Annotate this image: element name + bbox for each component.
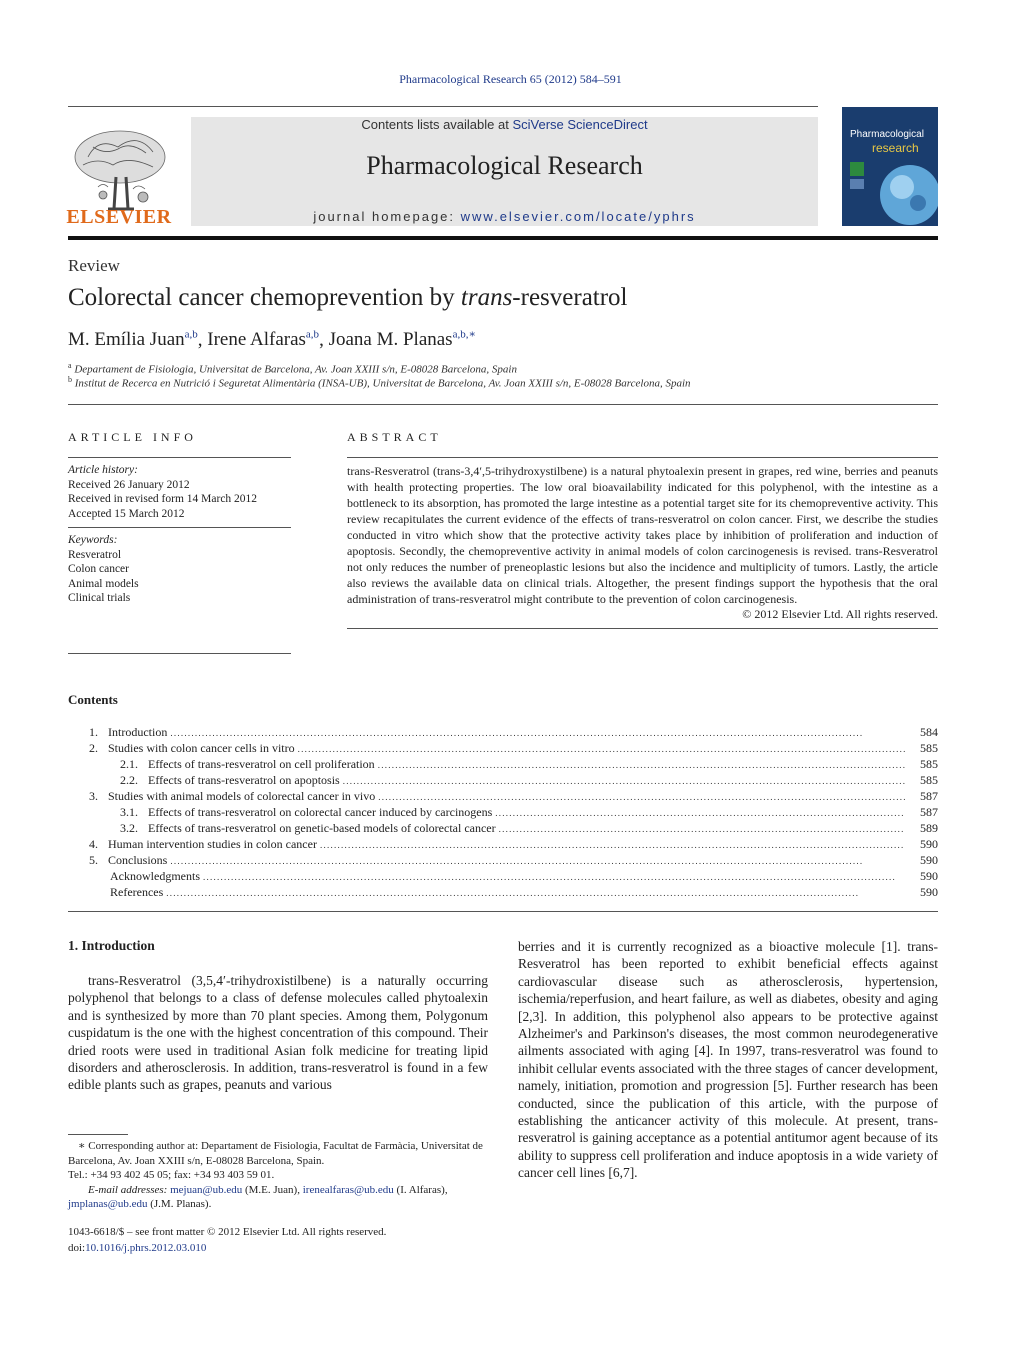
- doi-link[interactable]: 10.1016/j.phrs.2012.03.010: [85, 1241, 207, 1254]
- author[interactable]: M. Emília Juan$^{a,b}$: [68, 329, 198, 351]
- homepage-link[interactable]: www.elsevier.com/locate/yphrs: [460, 209, 696, 224]
- keyword: Clinical trials: [68, 592, 131, 604]
- intro-paragraph-1: trans-Resveratrol (3,5,4′-trihydroxistilbene) is a naturally occurring polyphenol that belongs to a class of defense molecules called phytoalexin and is synthesized by more than 70 plant species. Among them, Polygonum cuspidatum is the one with the highest concentration of this compound. Their dried roots were used in traditional Asian folk medicine for treating lipid disorders and atherosclerosis. In addition, trans-resveratrol is found in a few edible plants such as grapes, peanuts and various: [68, 973, 488, 1093]
- journal-cover-thumbnail[interactable]: [842, 107, 938, 226]
- contents-rule: [68, 911, 938, 912]
- keyword: Animal models: [68, 577, 139, 590]
- toc-entry[interactable]: Acknowledgments . . . 590: [68, 868, 938, 884]
- cover-title-line1: Pharmacological: [850, 129, 924, 140]
- abstract-rule: [347, 628, 938, 629]
- article-type: Review: [68, 256, 120, 275]
- article-info-heading: ARTICLE INFO: [68, 430, 197, 444]
- keywords: Keywords: Resveratrol Colon cancer Animal models Clinical trials: [68, 528, 291, 653]
- author[interactable]: Irene Alfaras$^{a,b}$: [207, 329, 320, 351]
- journal-homepage: journal homepage: www.elsevier.com/locate/yphrs: [313, 209, 696, 224]
- elsevier-wordmark[interactable]: ELSEVIER: [66, 206, 172, 228]
- header-rule: [68, 106, 818, 107]
- abstract: [347, 457, 938, 629]
- copyright: © 2012 Elsevier Ltd. All rights reserved.: [742, 607, 938, 621]
- sciencedirect-link[interactable]: SciVerse ScienceDirect: [512, 117, 648, 132]
- journal-citation[interactable]: Pharmacological Research 65 (2012) 584–591: [399, 72, 622, 86]
- issn-doi-block: 1043-6618/$ – see front matter © 2012 Elsevier Ltd. All rights reserved. doi:10.1016/j.phrs.2012.03.010: [68, 1226, 387, 1254]
- journal-title: Pharmacological Research: [366, 151, 643, 180]
- toc-entry[interactable]: References . . . 590: [68, 884, 938, 900]
- keyword: Colon cancer: [68, 563, 129, 575]
- contents-available: Contents lists available at SciVerse ScienceDirect: [361, 117, 648, 132]
- keyword: Resveratrol: [68, 548, 122, 561]
- body-right-column: [518, 938, 938, 1182]
- info-rule: [68, 653, 291, 654]
- toc-entry[interactable]: 5. Conclusions . . . 590: [68, 852, 938, 868]
- toc-entry[interactable]: 3.1. Effects of trans-resveratrol on colorectal cancer induced by carcinogens . . . 587: [68, 804, 938, 820]
- affiliation-a: $^a$ Departament de Fisiologia, Universitat de Barcelona, Av. Joan XXIII s/n, E-08028 Barcelona, Spain: [68, 361, 517, 376]
- footnote-rule: [68, 1134, 128, 1135]
- body-left-column: [68, 938, 488, 1094]
- email-link[interactable]: mejuan@ub.edu: [170, 1183, 243, 1196]
- article-info: [68, 457, 291, 654]
- toc-entry[interactable]: 1. Introduction . . . 584: [68, 724, 938, 740]
- intro-paragraph-2: berries and it is currently recognized as a bioactive molecule [1]. trans-Resveratrol has been reported to exhibit beneficial effects against cardiovascular disease such as atherosclerosis, hypertension, ischemia/reperfusion, and heart failure, as well as diabetes, obesity and aging [2,3]. In addition, this polyphenol also appears to be protective against Alzheimer's and Parkinson's diseases, the most common neurodegenerative ailments associated with aging [4]. In 1997, trans-resveratrol was found to inhibit cellular events associated with the three stages of cancer development, namely, initiation, promotion and progression [5]. Further research has been conducted, since the publication of this article, with the purpose of establishing the anticancer activity of this molecule. At present, trans-resveratrol is gaining acceptance as a potential antitumor agent because of its ability to suppress cell proliferation and induce apoptosis in a wide variety of cancer cell lines [6,7].: [518, 939, 938, 1181]
- table-of-contents: [68, 724, 938, 900]
- abstract-heading: ABSTRACT: [347, 430, 442, 444]
- toc-entry[interactable]: 3.2. Effects of trans-resveratrol on genetic-based models of colorectal cancer . . . 589: [68, 820, 938, 836]
- corresponding-author-footnote: ∗ Corresponding author at: Departament de Fisiologia, Facultat de Farmàcia, Universitat de Barcelona, Av. Joan XXIII s/n, E-08028 Barcelona, Spain. Tel.: +34 93 402 45 05; fax: +34 93 403 59 01. E-mail addresses: mejuan@ub.edu (M.E. Juan), irenealfaras@ub.edu (I. Alfaras), jmplanas@ub.edu (J.M. Planas).: [68, 1140, 483, 1210]
- author[interactable]: Joana M. Planas$^{a,b,∗}$: [328, 329, 476, 351]
- header-thick-rule: [68, 236, 938, 240]
- title-rule: [68, 404, 938, 405]
- toc-entry[interactable]: 3. Studies with animal models of colorectal cancer in vivo . . . 587: [68, 788, 938, 804]
- cover-art: [842, 107, 938, 226]
- article-title: Colorectal cancer chemoprevention by trans-resveratrol: [68, 284, 628, 311]
- email-link[interactable]: jmplanas@ub.edu: [68, 1198, 148, 1210]
- toc-entry[interactable]: 2.1. Effects of trans-resveratrol on cell proliferation . . . 585: [68, 756, 938, 772]
- section-heading-introduction: 1. Introduction: [68, 938, 155, 953]
- article-history: Article history: Received 26 January 2012 Received in revised form 14 March 2012 Accepted 15 March 2012: [68, 464, 258, 520]
- toc-entry[interactable]: 2. Studies with colon cancer cells in vitro . . . 585: [68, 740, 938, 756]
- abstract-text: trans-Resveratrol (trans-3,4′,5-trihydroxystilbene) is a natural phytoalexin present in grapes, red wine, berries and peanuts with health protecting properties. The low oral bioavailability indicated for this polyphenol, with the intestine as a bottleneck to its absorption, has promoted the large intestine as a potential target site for its chemopreventive activity. This review recapitulates the current evidence of the effects of trans-resveratrol on colon cancer. First, we describe the studies conducted in vitro which show that the protective activity takes place by inhibition of proliferation and induction of apoptosis. Secondly, the chemopreventive activity in animal models of colon carcinogenesis is revised. trans-Resveratrol not only reduces the number of preneoplastic lesions but also the incidence and multiplicity of tumors. Lastly, the article also reviews the available data on clinical trials. Altogether, the present findings support the hypothesis that the oral administration of trans-resveratrol might contribute to the prevention of colon carcinogenesis.: [347, 464, 938, 606]
- toc-entry[interactable]: 4. Human intervention studies in colon cancer . . . 590: [68, 836, 938, 852]
- email-link[interactable]: irenealfaras@ub.edu: [302, 1183, 394, 1196]
- cover-title-line2: research: [872, 141, 919, 155]
- author-list: M. Emília Juan$^{a,b}$, Irene Alfaras$^{a,b}$, Joana M. Planas$^{a,b,∗}$: [68, 329, 476, 351]
- toc-entry[interactable]: 2.2. Effects of trans-resveratrol on apoptosis . . . 585: [68, 772, 938, 788]
- affiliation-b: $^b$ Institut de Recerca en Nutrició i Seguretat Alimentària (INSA-UB), Universitat de Barcelona, Av. Joan XXIII s/n, E-08028 Barcelona, Spain: [68, 375, 691, 390]
- contents-heading: Contents: [68, 692, 118, 707]
